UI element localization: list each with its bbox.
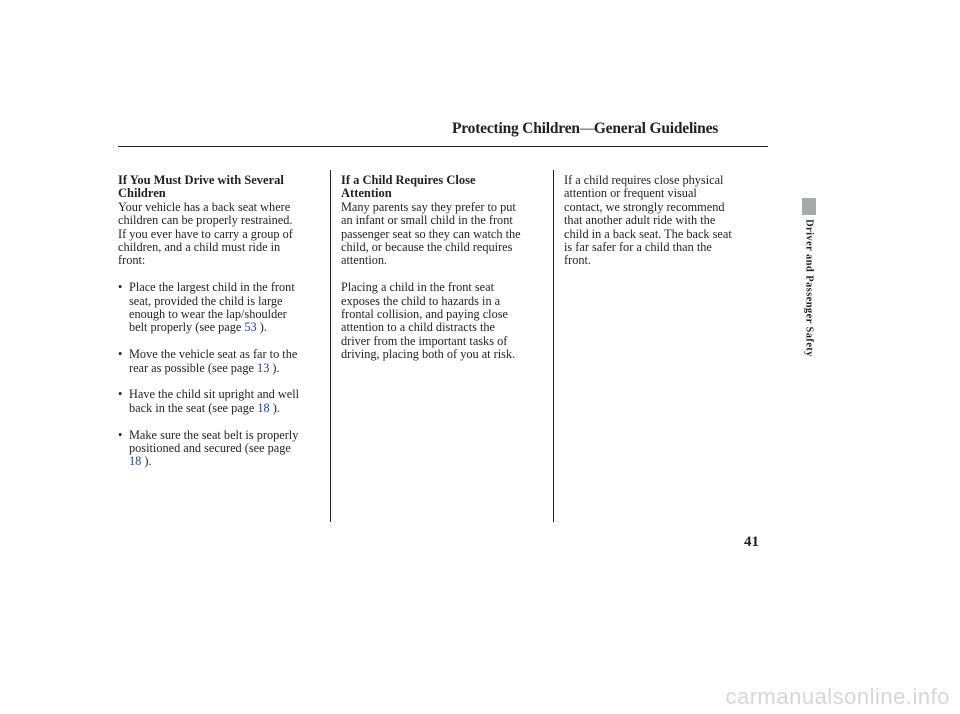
bullet-seat-belt: • Make sure the seat belt is properly positioned and secured (see page 18 ). [118,429,323,469]
bullet-move-seat: • Move the vehicle seat as far to the rear as possible (see page 13 ). [118,348,323,375]
column-divider-1 [330,170,331,522]
section-tab-marker [802,198,816,215]
page-link-18[interactable]: 18 [257,400,270,415]
page-link-13[interactable]: 13 [257,360,270,375]
paragraph-back-seat-safer: If a child requires close physical attention or frequent visual contact, we strongly recommend that another adult ride with the child in a back seat. The back seat is far safer for a child than the front. [564,173,732,268]
paragraph-front-seat-hazards: Placing a child in the front seat exposes the child to hazards in a frontal collision, and paying close attention to a child distracts the driver from the important tasks of driving, placing both of you at risk. [341,280,516,362]
page-link-53[interactable]: 53 [244,320,257,335]
heading-close-attention: If a Child Requires Close Attention [341,173,476,201]
page-header [452,120,770,138]
column-several-children [118,174,323,469]
column-divider-2 [553,170,554,522]
watermark-text: carmanualsonline.info [725,684,950,709]
column-close-attention [341,174,546,362]
bullet-sit-upright: • Have the child sit upright and well back in the seat (see page 18 ). [118,388,323,415]
column-recommendation [564,174,769,268]
page-link-18-second[interactable]: 18 [129,454,142,469]
page-number: 41 [744,534,759,550]
section-side-label: Driver and Passenger Safety [803,219,815,357]
header-subsection-title: General Guidelines [593,120,719,137]
paragraph-parents-prefer: Many parents say they prefer to put an infant or small child in the front passenger seat so they can watch the child, or because the child requires attention. [341,199,521,268]
header-section-title: Protecting Children [452,120,580,137]
header-dash: — [579,120,596,137]
bullet-largest-child: • Place the largest child in the front seat, provided the child is large enough to wear the lap/shoulder belt properly (see page 53 ). [118,281,323,335]
heading-several-children: If You Must Drive with Several Children [118,173,284,201]
header-rule [118,146,768,147]
intro-paragraph: Your vehicle has a back seat where children can be properly restrained. If you ever have to carry a group of children, and a child must ride in front: [118,199,293,268]
